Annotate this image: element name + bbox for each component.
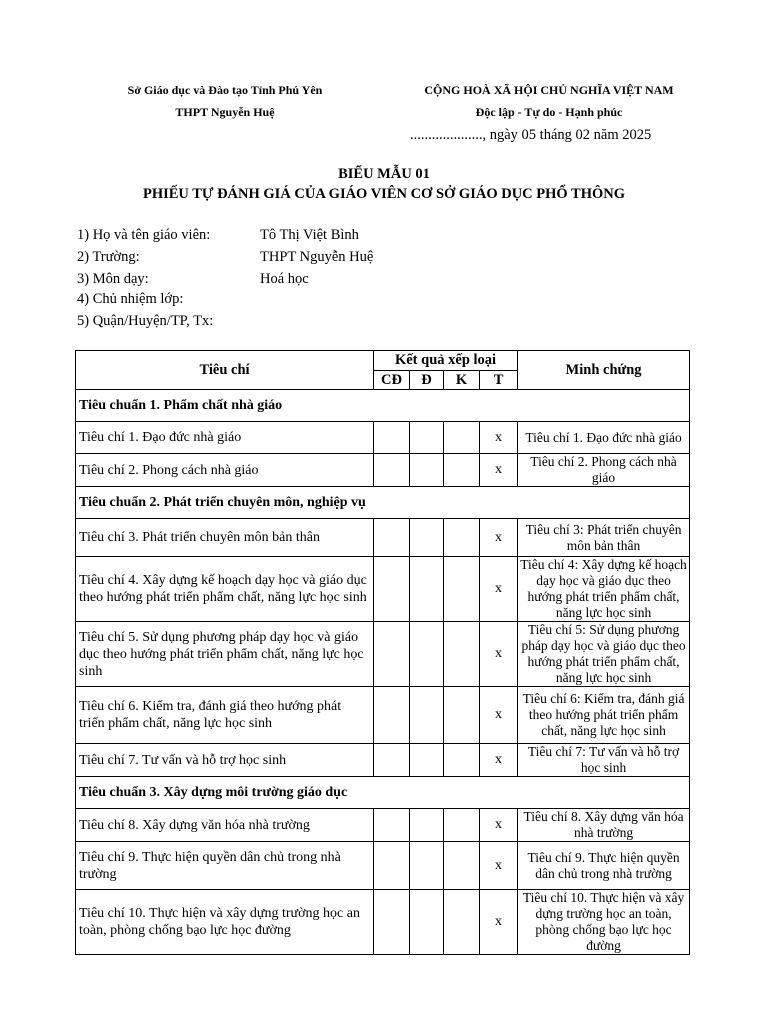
col-evidence-header: Minh chứng [518, 351, 690, 390]
nation-title: CỘNG HOÀ XÃ HỘI CHỦ NGHĨA VIỆT NAM [424, 83, 674, 97]
teacher-name-label: 1) Họ và tên giáo viên: [77, 227, 211, 243]
criterion-name: Tiêu chí 1. Đạo đức nhà giáo [76, 422, 374, 454]
table-row [76, 454, 690, 487]
table-row [76, 890, 690, 955]
grade-t-header: T [480, 371, 518, 390]
grade-d-header: Đ [410, 371, 444, 390]
grade-mark: x [480, 809, 518, 842]
evidence-text: Tiêu chí 1. Đạo đức nhà giáo [525, 429, 682, 445]
grade-mark: x [480, 842, 518, 890]
evidence-text: Tiêu chí 2. Phong cách nhà giáo [530, 454, 677, 485]
nation-motto: Độc lập - Tự do - Hạnh phúc [475, 105, 623, 119]
col-result-header: Kết quả xếp loại [374, 351, 518, 371]
grade-mark: x [480, 687, 518, 744]
criterion-name: Tiêu chí 7. Tư vấn và hỗ trợ học sinh [76, 744, 374, 777]
evidence-text: Tiêu chí 6: Kiểm tra, đánh giá theo hướng phát triển phẩm chất, năng lực học sinh [522, 691, 685, 738]
department-name: Sở Giáo dục và Đào tạo Tỉnh Phú Yên [127, 83, 323, 97]
standard-2-title: Tiêu chuẩn 2. Phát triển chuyên môn, nghiệp vụ [76, 487, 690, 519]
criterion-name: Tiêu chí 5. Sử dụng phương pháp dạy học và giáo dục theo hướng phát triển phẩm chất, năng lực học sinh [76, 622, 374, 687]
evidence-text: Tiêu chí 4: Xây dựng kế hoạch dạy học và giáo dục theo hướng phát triển phẩm chất, năng lực học sinh [520, 557, 687, 620]
district-label: 5) Quận/Huyện/TP, Tx: [77, 313, 214, 329]
criterion-name: Tiêu chí 3. Phát triển chuyên môn bản thân [76, 519, 374, 557]
evidence-text: Tiêu chí 5: Sử dụng phương pháp dạy học và giáo dục theo hướng phát triển phẩm chất, năng lực học sinh [521, 622, 686, 685]
teacher-name-value: Tô Thị Việt Bình [260, 227, 359, 243]
grade-mark: x [480, 744, 518, 777]
subject-label: 3) Môn dạy: [77, 271, 149, 287]
subject-value: Hoá học [260, 271, 309, 287]
criterion-name: Tiêu chí 2. Phong cách nhà giáo [76, 454, 374, 487]
grade-mark: x [480, 890, 518, 955]
evaluation-table [75, 350, 690, 955]
table-row [76, 422, 690, 454]
grade-mark: x [480, 454, 518, 487]
evidence-text: Tiêu chí 3: Phát triển chuyên môn bản thân [525, 521, 682, 553]
homeroom-label: 4) Chủ nhiệm lớp: [77, 291, 184, 307]
document-date: ...................., ngày 05 tháng 02 năm 2025 [410, 127, 652, 143]
col-criteria-header: Tiêu chí [76, 351, 374, 390]
grade-mark: x [480, 519, 518, 557]
criterion-name: Tiêu chí 10. Thực hiện và xây dựng trường học an toàn, phòng chống bạo lực học đường [76, 890, 374, 955]
standard-3-title: Tiêu chuẩn 3. Xây dựng môi trường giáo dục [76, 777, 690, 809]
grade-cd-header: CĐ [374, 371, 410, 390]
evidence-text: Tiêu chí 10. Thực hiện và xây dựng trường học an toàn, phòng chống bạo lực học đường [522, 890, 685, 953]
evidence-text: Tiêu chí 9. Thực hiện quyền dân chủ trong nhà trường [527, 849, 680, 881]
criterion-name: Tiêu chí 9. Thực hiện quyền dân chủ trong nhà trường [76, 842, 374, 890]
grade-mark: x [480, 422, 518, 454]
criterion-name: Tiêu chí 8. Xây dựng văn hóa nhà trường [76, 809, 374, 842]
table-row [76, 842, 690, 890]
standard-1-title: Tiêu chuẩn 1. Phẩm chất nhà giáo [76, 390, 690, 422]
table-row [76, 557, 690, 622]
table-row [76, 519, 690, 557]
evidence-text: Tiêu chí 8. Xây dựng văn hóa nhà trường [523, 809, 684, 840]
grade-k-header: K [444, 371, 480, 390]
evidence-text: Tiêu chí 7: Tư vấn và hỗ trợ học sinh [527, 744, 680, 775]
table-row [76, 809, 690, 842]
form-code: BIỂU MẪU 01 [338, 166, 430, 182]
form-title: PHIẾU TỰ ĐÁNH GIÁ CỦA GIÁO VIÊN CƠ SỞ GIÁO DỤC PHỔ THÔNG [142, 186, 626, 202]
criterion-name: Tiêu chí 6. Kiểm tra, đánh giá theo hướng phát triển phẩm chất, năng lực học sinh [76, 687, 374, 744]
grade-mark: x [480, 622, 518, 687]
table-row [76, 744, 690, 777]
table-row [76, 622, 690, 687]
school-value: THPT Nguyễn Huệ [260, 249, 374, 265]
criterion-name: Tiêu chí 4. Xây dựng kế hoạch dạy học và giáo dục theo hướng phát triển phẩm chất, năng lực học sinh [76, 557, 374, 622]
school-label: 2) Trường: [77, 249, 140, 265]
table-row [76, 687, 690, 744]
grade-mark: x [480, 557, 518, 622]
school-name-header: THPT Nguyễn Huệ [175, 105, 275, 119]
